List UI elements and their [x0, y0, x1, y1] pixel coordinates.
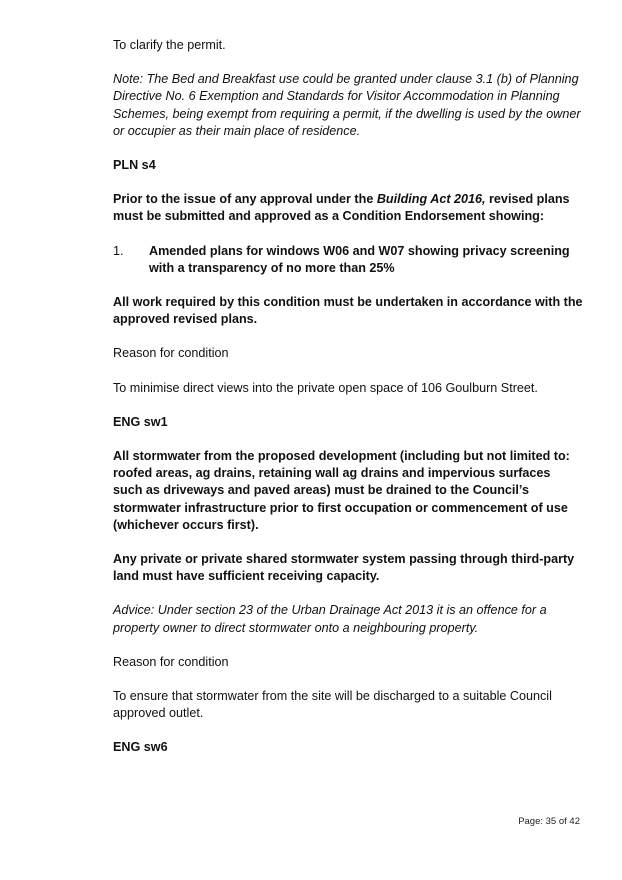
- pln-intro-text-b: revised plans must be submitted and approved as a Condition Endorsement showing:: [113, 192, 570, 224]
- reason-label: Reason for condition: [113, 654, 229, 669]
- advice-paragraph: Advice: Under section 23 of the Urban Drainage Act 2013 it is an offence for a property owner to direct stormwater onto a neighbouring property.: [113, 603, 547, 635]
- pln-intro-paragraph: [113, 191, 583, 225]
- reason-label: Reason for condition: [113, 346, 229, 361]
- page-content: [113, 37, 583, 774]
- list-item-text: Amended plans for windows W06 and W07 showing privacy screening with a transparency of no more than 25%: [149, 243, 570, 275]
- stormwater-paragraph: All stormwater from the proposed development (including but not limited to: roofed areas, ag drains, retaining wall ag drains and impervious surfaces such as driveways and paved areas) must be drained to the Council’s stormwater infrastructure prior to first occupation or commencement of use (whichever occurs first).: [113, 449, 570, 532]
- heading-pln-s4: PLN s4: [113, 158, 156, 173]
- paragraph-clarify-permit: To clarify the permit.: [113, 38, 226, 52]
- pln-work-paragraph: All work required by this condition must be undertaken in accordance with the approved revised plans.: [113, 295, 583, 327]
- heading-eng-sw6: ENG sw6: [113, 740, 168, 755]
- list-item: [113, 243, 583, 277]
- reason-paragraph: To ensure that stormwater from the site will be discharged to a suitable Council approved outlet.: [113, 689, 552, 721]
- note-paragraph: Note: The Bed and Breakfast use could be granted under clause 3.1 (b) of Planning Directive No. 6 Exemption and Standards for Visitor Accommodation in Planning Schemes, being exempt from requiring a permit, if the dwelling is used by the owner or occupier as their main place of residence.: [113, 72, 581, 138]
- shared-stormwater-paragraph: Any private or private shared stormwater system passing through third-party land must have sufficient receiving capacity.: [113, 552, 575, 584]
- list-item-number: 1.: [113, 243, 124, 258]
- heading-eng-sw1: ENG sw1: [113, 414, 168, 429]
- building-act-reference: Building Act 2016,: [376, 192, 486, 207]
- page-number: Page: 35 of 42: [518, 816, 580, 827]
- pln-intro-text-a: Prior to the issue of any approval under the: [113, 192, 377, 207]
- reason-paragraph: To minimise direct views into the private open space of 106 Goulburn Street.: [113, 380, 538, 395]
